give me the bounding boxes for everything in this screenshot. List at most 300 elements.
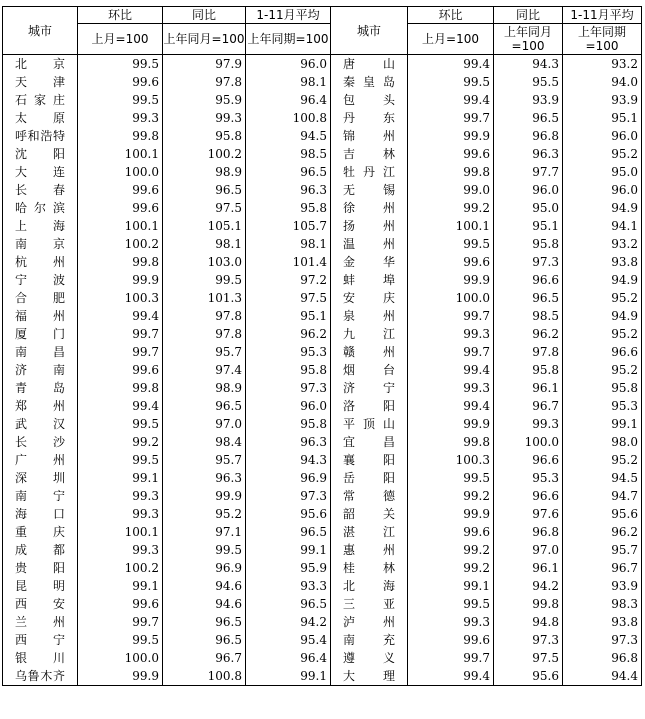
mom-cell: 99.5 (78, 631, 163, 649)
mom-cell: 99.3 (78, 109, 163, 127)
city-header-right: 城市 (331, 7, 408, 55)
mom-cell: 100.0 (408, 289, 494, 307)
table-row (3, 379, 642, 397)
yoy-cell: 96.7 (494, 397, 563, 415)
mom-cell: 99.8 (78, 379, 163, 397)
mom-cell: 99.9 (78, 271, 163, 289)
avg-cell: 99.1 (246, 541, 331, 559)
yoy-cell: 97.5 (494, 649, 563, 667)
yoy-cell: 95.1 (494, 217, 563, 235)
avg-cell: 98.0 (563, 433, 642, 451)
yoy-cell: 101.3 (163, 289, 246, 307)
city-cell: 成都 (3, 541, 78, 559)
table-row (3, 55, 642, 74)
mom-cell: 99.7 (78, 325, 163, 343)
city-cell: 秦皇岛 (331, 73, 408, 91)
avg-header-left: 1-11月平均 (246, 7, 331, 24)
mom-cell: 99.4 (78, 397, 163, 415)
city-cell: 深圳 (3, 469, 78, 487)
avg-cell: 96.2 (246, 325, 331, 343)
yoy-cell: 96.5 (163, 397, 246, 415)
yoy-cell: 97.0 (163, 415, 246, 433)
mom-cell: 100.2 (78, 235, 163, 253)
yoy-cell: 96.8 (494, 523, 563, 541)
city-cell: 济南 (3, 361, 78, 379)
avg-cell: 93.8 (563, 613, 642, 631)
table-row (3, 451, 642, 469)
avg-cell: 100.8 (246, 109, 331, 127)
yoy-cell: 97.8 (494, 343, 563, 361)
table-row (3, 307, 642, 325)
avg-cell: 99.1 (246, 667, 331, 686)
avg-cell: 95.2 (563, 145, 642, 163)
mom-cell: 99.7 (408, 649, 494, 667)
city-cell: 宁波 (3, 271, 78, 289)
yoy-cell: 97.8 (163, 325, 246, 343)
table-row (3, 667, 642, 686)
yoy-cell: 97.7 (494, 163, 563, 181)
yoy-cell: 95.8 (494, 235, 563, 253)
mom-cell: 99.8 (408, 163, 494, 181)
table-row (3, 415, 642, 433)
mom-cell: 99.8 (78, 253, 163, 271)
yoy-cell: 97.6 (494, 505, 563, 523)
mom-cell: 99.5 (408, 73, 494, 91)
avg-cell: 96.3 (246, 181, 331, 199)
avg-cell: 97.3 (563, 631, 642, 649)
table-row (3, 343, 642, 361)
avg-cell: 96.5 (246, 595, 331, 613)
mom-cell: 99.7 (408, 343, 494, 361)
mom-cell: 100.1 (78, 217, 163, 235)
avg-cell: 96.9 (246, 469, 331, 487)
city-cell: 哈尔滨 (3, 199, 78, 217)
yoy-cell: 95.7 (163, 451, 246, 469)
mom-cell: 99.4 (408, 667, 494, 686)
avg-cell: 93.8 (563, 253, 642, 271)
city-cell: 上海 (3, 217, 78, 235)
mom-cell: 99.7 (78, 343, 163, 361)
city-cell: 武汉 (3, 415, 78, 433)
table-row (3, 505, 642, 523)
mom-cell: 99.3 (408, 379, 494, 397)
mom-cell: 99.2 (408, 487, 494, 505)
avg-cell: 93.9 (563, 91, 642, 109)
yoy-cell: 100.2 (163, 145, 246, 163)
mom-cell: 99.7 (408, 307, 494, 325)
yoy-cell: 98.5 (494, 307, 563, 325)
city-cell: 丹东 (331, 109, 408, 127)
city-cell: 襄阳 (331, 451, 408, 469)
mom-base-right: 上月=100 (408, 24, 494, 55)
mom-cell: 99.4 (78, 307, 163, 325)
city-cell: 温州 (331, 235, 408, 253)
avg-cell: 95.3 (246, 343, 331, 361)
avg-cell: 95.2 (563, 451, 642, 469)
avg-cell: 95.0 (563, 163, 642, 181)
mom-cell: 99.5 (408, 469, 494, 487)
table-row (3, 595, 642, 613)
city-cell: 乌鲁木齐 (3, 667, 78, 686)
city-cell: 岳阳 (331, 469, 408, 487)
mom-cell: 99.2 (408, 541, 494, 559)
mom-cell: 100.3 (408, 451, 494, 469)
avg-cell: 95.8 (246, 361, 331, 379)
yoy-cell: 95.8 (494, 361, 563, 379)
yoy-cell: 94.2 (494, 577, 563, 595)
yoy-cell: 96.6 (494, 451, 563, 469)
mom-cell: 99.6 (78, 181, 163, 199)
yoy-cell: 94.8 (494, 613, 563, 631)
city-cell: 长沙 (3, 433, 78, 451)
yoy-cell: 99.8 (494, 595, 563, 613)
city-cell: 石家庄 (3, 91, 78, 109)
city-cell: 九江 (331, 325, 408, 343)
avg-cell: 94.2 (246, 613, 331, 631)
avg-cell: 98.5 (246, 145, 331, 163)
city-cell: 牡丹江 (331, 163, 408, 181)
avg-cell: 95.7 (563, 541, 642, 559)
city-cell: 南充 (331, 631, 408, 649)
mom-cell: 99.4 (408, 55, 494, 74)
yoy-cell: 96.5 (494, 109, 563, 127)
mom-cell: 100.2 (78, 559, 163, 577)
city-cell: 包头 (331, 91, 408, 109)
city-cell: 昆明 (3, 577, 78, 595)
city-cell: 郑州 (3, 397, 78, 415)
table-row (3, 145, 642, 163)
yoy-cell: 97.0 (494, 541, 563, 559)
avg-cell: 96.0 (246, 397, 331, 415)
avg-cell: 95.1 (563, 109, 642, 127)
city-cell: 常德 (331, 487, 408, 505)
avg-cell: 96.6 (563, 343, 642, 361)
avg-cell: 99.1 (563, 415, 642, 433)
table-row (3, 271, 642, 289)
city-cell: 泸州 (331, 613, 408, 631)
city-cell: 广州 (3, 451, 78, 469)
yoy-cell: 100.8 (163, 667, 246, 686)
table-row (3, 577, 642, 595)
yoy-cell: 96.2 (494, 325, 563, 343)
city-cell: 平顶山 (331, 415, 408, 433)
avg-cell: 96.2 (563, 523, 642, 541)
city-cell: 呼和浩特 (3, 127, 78, 145)
mom-cell: 99.9 (408, 415, 494, 433)
table-row (3, 487, 642, 505)
yoy-cell: 95.3 (494, 469, 563, 487)
yoy-cell: 98.9 (163, 379, 246, 397)
city-cell: 海口 (3, 505, 78, 523)
mom-cell: 99.5 (408, 235, 494, 253)
avg-cell: 94.9 (563, 271, 642, 289)
avg-cell: 96.4 (246, 91, 331, 109)
yoy-base-right: 上年同月=100 (494, 24, 563, 55)
table-row (3, 253, 642, 271)
table-row (3, 163, 642, 181)
avg-cell: 97.3 (246, 379, 331, 397)
avg-base-right: 上年同期=100 (563, 24, 642, 55)
mom-cell: 99.9 (408, 127, 494, 145)
table-row (3, 127, 642, 145)
yoy-cell: 96.3 (494, 145, 563, 163)
city-cell: 银川 (3, 649, 78, 667)
mom-cell: 99.5 (78, 415, 163, 433)
mom-cell: 99.7 (408, 109, 494, 127)
yoy-cell: 96.5 (494, 289, 563, 307)
yoy-cell: 94.6 (163, 577, 246, 595)
mom-cell: 100.3 (78, 289, 163, 307)
yoy-cell: 97.5 (163, 199, 246, 217)
mom-cell: 99.6 (78, 199, 163, 217)
avg-cell: 97.5 (246, 289, 331, 307)
avg-cell: 93.2 (563, 55, 642, 74)
yoy-cell: 95.8 (163, 127, 246, 145)
city-cell: 南昌 (3, 343, 78, 361)
header-row-top (3, 7, 642, 24)
avg-cell: 95.1 (246, 307, 331, 325)
mom-cell: 99.3 (78, 505, 163, 523)
yoy-cell: 100.0 (494, 433, 563, 451)
yoy-cell: 96.7 (163, 649, 246, 667)
city-cell: 杭州 (3, 253, 78, 271)
avg-cell: 94.7 (563, 487, 642, 505)
yoy-cell: 96.5 (163, 181, 246, 199)
avg-cell: 94.5 (246, 127, 331, 145)
city-cell: 金华 (331, 253, 408, 271)
table-row (3, 523, 642, 541)
yoy-cell: 96.5 (163, 631, 246, 649)
city-cell: 烟台 (331, 361, 408, 379)
yoy-cell: 99.3 (494, 415, 563, 433)
yoy-cell: 97.3 (494, 631, 563, 649)
yoy-cell: 99.5 (163, 271, 246, 289)
yoy-cell: 96.1 (494, 379, 563, 397)
city-cell: 天津 (3, 73, 78, 91)
mom-cell: 99.2 (78, 433, 163, 451)
yoy-cell: 96.5 (163, 613, 246, 631)
avg-cell: 95.8 (563, 379, 642, 397)
avg-cell: 95.3 (563, 397, 642, 415)
mom-cell: 99.8 (408, 433, 494, 451)
yoy-cell: 95.5 (494, 73, 563, 91)
table-row (3, 217, 642, 235)
avg-cell: 95.6 (246, 505, 331, 523)
city-cell: 合肥 (3, 289, 78, 307)
mom-cell: 99.5 (78, 451, 163, 469)
avg-cell: 96.5 (246, 523, 331, 541)
avg-cell: 94.4 (563, 667, 642, 686)
mom-header-left: 环比 (78, 7, 163, 24)
table-row (3, 541, 642, 559)
mom-cell: 99.4 (408, 397, 494, 415)
mom-cell: 99.7 (78, 613, 163, 631)
city-cell: 济宁 (331, 379, 408, 397)
avg-base-left: 上年同期=100 (246, 24, 331, 55)
avg-cell: 97.2 (246, 271, 331, 289)
yoy-cell: 98.1 (163, 235, 246, 253)
city-cell: 赣州 (331, 343, 408, 361)
avg-cell: 93.2 (563, 235, 642, 253)
avg-cell: 98.3 (563, 595, 642, 613)
avg-cell: 95.8 (246, 199, 331, 217)
yoy-cell: 97.1 (163, 523, 246, 541)
mom-cell: 99.9 (408, 271, 494, 289)
table-row (3, 361, 642, 379)
city-cell: 宜昌 (331, 433, 408, 451)
city-cell: 兰州 (3, 613, 78, 631)
mom-cell: 100.1 (408, 217, 494, 235)
avg-cell: 95.9 (246, 559, 331, 577)
yoy-cell: 95.7 (163, 343, 246, 361)
city-cell: 厦门 (3, 325, 78, 343)
city-cell: 锦州 (331, 127, 408, 145)
mom-cell: 99.1 (78, 577, 163, 595)
mom-cell: 100.1 (78, 523, 163, 541)
mom-cell: 99.6 (408, 523, 494, 541)
mom-cell: 99.3 (408, 613, 494, 631)
city-cell: 西安 (3, 595, 78, 613)
city-cell: 徐州 (331, 199, 408, 217)
avg-cell: 95.2 (563, 289, 642, 307)
avg-cell: 95.2 (563, 361, 642, 379)
city-cell: 吉林 (331, 145, 408, 163)
mom-cell: 99.4 (408, 91, 494, 109)
yoy-cell: 94.3 (494, 55, 563, 74)
avg-cell: 96.7 (563, 559, 642, 577)
yoy-cell: 96.6 (494, 487, 563, 505)
avg-cell: 93.3 (246, 577, 331, 595)
yoy-cell: 95.9 (163, 91, 246, 109)
yoy-cell: 96.0 (494, 181, 563, 199)
mom-base-left: 上月=100 (78, 24, 163, 55)
mom-cell: 99.2 (408, 199, 494, 217)
city-cell: 北海 (331, 577, 408, 595)
avg-cell: 94.1 (563, 217, 642, 235)
city-cell: 贵阳 (3, 559, 78, 577)
avg-cell: 98.1 (246, 235, 331, 253)
table-row (3, 181, 642, 199)
mom-cell: 99.1 (78, 469, 163, 487)
table-row (3, 199, 642, 217)
mom-cell: 99.8 (78, 127, 163, 145)
mom-cell: 99.3 (78, 487, 163, 505)
yoy-cell: 95.6 (494, 667, 563, 686)
mom-cell: 99.6 (408, 631, 494, 649)
avg-cell: 94.9 (563, 307, 642, 325)
table-row (3, 613, 642, 631)
yoy-cell: 105.1 (163, 217, 246, 235)
table-row (3, 631, 642, 649)
city-cell: 南宁 (3, 487, 78, 505)
mom-cell: 99.3 (78, 541, 163, 559)
yoy-cell: 97.8 (163, 73, 246, 91)
table-row (3, 433, 642, 451)
avg-cell: 96.3 (246, 433, 331, 451)
table-row (3, 235, 642, 253)
yoy-cell: 97.3 (494, 253, 563, 271)
city-cell: 泉州 (331, 307, 408, 325)
mom-cell: 99.0 (408, 181, 494, 199)
city-header-left: 城市 (3, 7, 78, 55)
mom-cell: 99.5 (408, 595, 494, 613)
avg-cell: 94.0 (563, 73, 642, 91)
mom-cell: 100.1 (78, 145, 163, 163)
mom-header-right: 环比 (408, 7, 494, 24)
city-cell: 长春 (3, 181, 78, 199)
yoy-header-right: 同比 (494, 7, 563, 24)
yoy-cell: 97.9 (163, 55, 246, 74)
yoy-cell: 97.4 (163, 361, 246, 379)
city-cell: 北京 (3, 55, 78, 74)
yoy-cell: 98.4 (163, 433, 246, 451)
avg-cell: 96.8 (563, 649, 642, 667)
city-cell: 惠州 (331, 541, 408, 559)
yoy-cell: 95.2 (163, 505, 246, 523)
yoy-base-left: 上年同月=100 (163, 24, 246, 55)
city-cell: 韶关 (331, 505, 408, 523)
mom-cell: 99.6 (78, 595, 163, 613)
city-cell: 安庆 (331, 289, 408, 307)
table-row (3, 91, 642, 109)
mom-cell: 99.6 (78, 361, 163, 379)
mom-cell: 99.6 (408, 145, 494, 163)
avg-cell: 93.9 (563, 577, 642, 595)
yoy-cell: 96.1 (494, 559, 563, 577)
city-cell: 太原 (3, 109, 78, 127)
avg-cell: 95.4 (246, 631, 331, 649)
avg-cell: 97.3 (246, 487, 331, 505)
yoy-cell: 103.0 (163, 253, 246, 271)
city-cell: 大连 (3, 163, 78, 181)
avg-cell: 94.9 (563, 199, 642, 217)
city-cell: 沈阳 (3, 145, 78, 163)
yoy-cell: 99.9 (163, 487, 246, 505)
yoy-cell: 95.0 (494, 199, 563, 217)
mom-cell: 99.1 (408, 577, 494, 595)
yoy-cell: 96.9 (163, 559, 246, 577)
yoy-cell: 96.3 (163, 469, 246, 487)
yoy-cell: 93.9 (494, 91, 563, 109)
city-cell: 福州 (3, 307, 78, 325)
yoy-cell: 94.6 (163, 595, 246, 613)
mom-cell: 99.6 (78, 73, 163, 91)
mom-cell: 99.5 (78, 55, 163, 74)
avg-cell: 96.0 (563, 127, 642, 145)
mom-cell: 99.3 (408, 325, 494, 343)
table-row (3, 559, 642, 577)
mom-cell: 99.9 (78, 667, 163, 686)
price-index-table (2, 6, 642, 686)
city-cell: 无锡 (331, 181, 408, 199)
city-cell: 大理 (331, 667, 408, 686)
avg-cell: 95.6 (563, 505, 642, 523)
table-row (3, 325, 642, 343)
avg-cell: 94.3 (246, 451, 331, 469)
avg-cell: 95.8 (246, 415, 331, 433)
city-cell: 三亚 (331, 595, 408, 613)
mom-cell: 99.9 (408, 505, 494, 523)
city-cell: 桂林 (331, 559, 408, 577)
mom-cell: 100.0 (78, 163, 163, 181)
yoy-cell: 99.5 (163, 541, 246, 559)
table-body (3, 55, 642, 686)
table-row (3, 397, 642, 415)
avg-header-right: 1-11月平均 (563, 7, 642, 24)
yoy-header-left: 同比 (163, 7, 246, 24)
city-cell: 湛江 (331, 523, 408, 541)
avg-cell: 96.0 (246, 55, 331, 74)
